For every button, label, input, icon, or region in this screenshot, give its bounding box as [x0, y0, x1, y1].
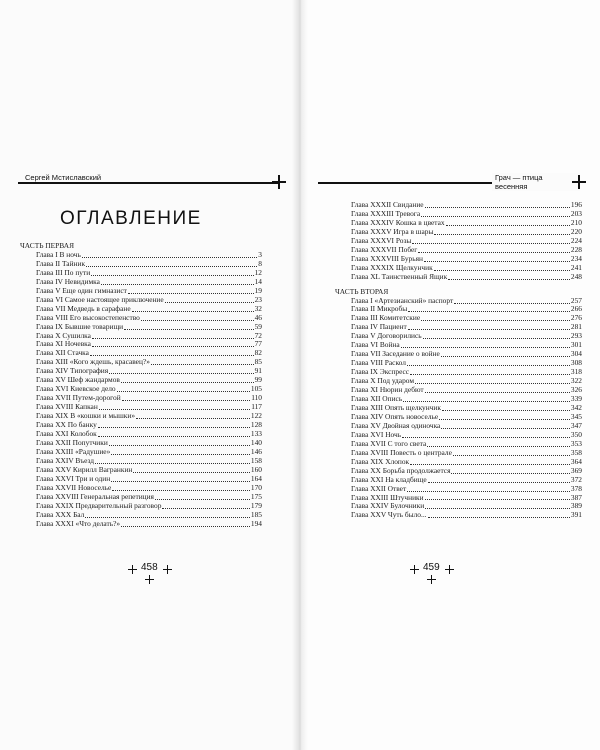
toc-entry-label: Глава IX Экспресс	[351, 367, 410, 377]
toc-entry-label: Глава XXIV Булочники	[351, 501, 425, 511]
toc-entry-label: Глава I В ночь	[36, 249, 81, 259]
dot-leader	[434, 264, 570, 271]
toc-entry-page: 372	[570, 474, 582, 484]
right-running-head-text: Грач — птица весенняя	[492, 173, 580, 191]
dot-leader	[98, 421, 250, 428]
dot-leader	[111, 448, 250, 455]
toc-entry-label: Глава XXVI Три и один	[36, 473, 111, 483]
toc-entry-page: 326	[570, 385, 582, 395]
toc-entry-label: Глава XVIII Капкан	[36, 402, 98, 412]
cross-ornament-icon	[145, 575, 154, 584]
section-title: ЧАСТЬ ПЕРВАЯ	[20, 241, 74, 250]
dot-leader	[421, 314, 570, 321]
toc-entry-label: Глава V Еще один гимназист	[36, 285, 127, 295]
toc-right-column	[335, 201, 582, 520]
dot-leader	[403, 395, 570, 402]
dot-leader	[428, 476, 570, 483]
dot-leader	[109, 367, 253, 374]
star-ornament-icon	[272, 175, 286, 189]
dot-leader	[111, 475, 250, 482]
toc-entry-label: Глава XXX Бал	[36, 509, 85, 519]
cross-ornament-icon	[163, 565, 172, 574]
dot-leader	[410, 368, 570, 375]
toc-entry-page: 164	[250, 473, 262, 483]
dot-leader	[133, 466, 250, 473]
toc-entry-page: 91	[254, 366, 262, 376]
dot-leader	[421, 210, 570, 217]
dot-leader	[86, 260, 257, 267]
toc-entry-page: 318	[570, 367, 582, 377]
section-title: ЧАСТЬ ВТОРАЯ	[335, 286, 389, 296]
toc-entry-page: 59	[254, 321, 262, 331]
dot-leader	[427, 440, 570, 447]
toc-entry-page: 220	[570, 226, 582, 236]
toc-entry-page: 234	[570, 253, 582, 263]
dot-leader	[92, 340, 254, 347]
dot-leader	[401, 341, 570, 348]
toc-entry-label: Глава XVII С того света	[351, 438, 427, 448]
toc-entry-page: 77	[254, 339, 262, 349]
dot-leader	[124, 323, 253, 330]
toc-entry-label: Глава II Тайник	[36, 258, 86, 268]
dot-leader	[441, 422, 570, 429]
dot-leader	[101, 278, 254, 285]
toc-entry-page: 19	[254, 285, 262, 295]
toc-entry-label: Глава XXV Кирилл Вагранкин	[36, 464, 133, 474]
dot-leader	[155, 493, 250, 500]
toc-entry-label: Глава XXXIX Щелкунчик	[351, 262, 433, 272]
toc-entry-label: Глава III Комитетские	[351, 313, 421, 323]
toc-entry-label: Глава IX Бывшие товарищи	[36, 321, 124, 331]
toc-entry-page: 210	[570, 217, 582, 227]
toc-entry-label: Глава XXI На кладбище	[351, 474, 427, 484]
toc-entry-page: 140	[250, 437, 262, 447]
toc-entry-page: 228	[570, 244, 582, 254]
toc-entry-page: 353	[570, 438, 582, 448]
toc-entry-label: Глава VIII Его высокостепенство	[36, 312, 140, 322]
toc-entry-page: 391	[570, 510, 582, 520]
toc-entry-page: 185	[250, 509, 262, 519]
toc-entry	[20, 520, 262, 529]
toc-entry-page: 369	[570, 465, 582, 475]
toc-entry-label: Глава XIII «Кого ждешь, красавец?»	[36, 357, 150, 367]
toc-entry-page: 301	[570, 340, 582, 350]
toc-entry-label: Глава XXXVIII Бурьян	[351, 253, 423, 263]
toc-entry-label: Глава XXV Чуть было...	[351, 510, 427, 520]
toc-entry-label: Глава XVI Киевское дело	[36, 384, 116, 394]
toc-entry-page: 110	[251, 393, 262, 403]
toc-entry-label: Глава XIX В «кошки и мышки»	[36, 411, 136, 421]
toc-entry-label: Глава IV Невидимка	[36, 276, 100, 286]
dot-leader	[128, 287, 254, 294]
toc-entry-label: Глава XXXIV Кошка в цветах	[351, 217, 445, 227]
dot-leader	[132, 305, 254, 312]
toc-entry-page: 32	[254, 303, 262, 313]
toc-entry-page: 105	[250, 384, 262, 394]
dot-leader	[442, 404, 570, 411]
toc-entry-label: Глава XXIV Въезд	[36, 455, 95, 465]
toc-entry-page: 14	[254, 276, 262, 286]
toc-entry-label: Глава XIV Типография	[36, 366, 109, 376]
dot-leader	[439, 413, 570, 420]
dot-leader	[425, 201, 570, 208]
toc-entry-page: 117	[251, 402, 262, 412]
toc-entry-page: 160	[250, 464, 262, 474]
toc-entry-page: 350	[570, 429, 582, 439]
left-running-head-text: Сергей Мстиславский	[22, 173, 104, 182]
toc-entry-label: Глава XIX Хлопок	[351, 456, 410, 466]
dot-leader	[434, 228, 569, 235]
toc-entry-page: 170	[250, 482, 262, 492]
dot-leader	[425, 493, 570, 500]
toc-entry-page: 85	[254, 357, 262, 367]
dot-leader	[425, 386, 570, 393]
toc-entry-label: Глава XXII Попутчики	[36, 437, 108, 447]
toc-entry-page: 8	[258, 258, 262, 268]
toc-entry-label: Глава XXIII «Радушие»	[36, 446, 111, 456]
dot-leader	[453, 449, 570, 456]
toc-entry-label: Глава X Сушилка	[36, 330, 91, 340]
dot-leader	[418, 246, 570, 253]
toc-entry-label: Глава XL Таинственный Ящик	[351, 271, 448, 281]
toc-entry-label: Глава XX По банку	[36, 420, 97, 430]
dot-leader	[91, 269, 253, 276]
dot-leader	[441, 350, 570, 357]
toc-entry-label: Глава XXVII Новоселье	[36, 482, 112, 492]
dot-leader	[151, 358, 254, 365]
toc-entry-label: Глава XXXIII Тревога	[351, 208, 421, 218]
dot-leader	[95, 457, 250, 464]
toc-entry-page: 179	[250, 500, 262, 510]
toc-entry-page: 203	[570, 208, 582, 218]
toc-entry-page: 281	[570, 322, 582, 332]
book-spine	[292, 0, 308, 750]
toc-entry-label: Глава XII Опись	[351, 394, 403, 404]
toc-entry-page: 322	[570, 376, 582, 386]
toc-entry-page: 133	[250, 429, 262, 439]
toc-entry-label: Глава VI Война	[351, 340, 400, 350]
dot-leader	[165, 296, 254, 303]
toc-entry-label: Глава XXIII Штучники	[351, 492, 424, 502]
toc-entry-page: 257	[570, 295, 582, 305]
toc-entry-label: Глава XXI Колобок	[36, 429, 97, 439]
dot-leader	[402, 431, 570, 438]
dot-leader	[90, 349, 254, 356]
toc-entry-label: Глава XXXI «Что делать?»	[36, 518, 121, 528]
toc-entry-label: Глава XIV Опять новоселье	[351, 411, 439, 421]
toc-entry-page: 364	[570, 456, 582, 466]
toc-entry-page: 339	[570, 394, 582, 404]
dot-leader	[407, 485, 570, 492]
toc-entry-page: 342	[570, 402, 582, 412]
dot-leader	[112, 484, 250, 491]
toc-entry-page: 241	[570, 262, 582, 272]
toc-entry-label: Глава XXII Ответ	[351, 483, 407, 493]
toc-entry-label: Глава I «Артезианский» паспорт	[351, 295, 454, 305]
dot-leader	[117, 385, 250, 392]
cross-ornament-icon	[427, 575, 436, 584]
toc-entry-label: Глава II Микробы	[351, 304, 408, 314]
toc-entry-label: Глава XXXII Свидание	[351, 200, 424, 209]
star-ornament-icon	[572, 175, 586, 189]
dot-leader	[136, 412, 250, 419]
dot-leader	[408, 323, 570, 330]
toc-entry-label: Глава XXXV Игра в шары	[351, 226, 434, 236]
toc-entry-label: Глава XII Стачка	[36, 348, 89, 358]
toc-entry-page: 158	[250, 455, 262, 465]
dot-leader	[85, 511, 250, 518]
toc-entry-label: Глава XXXVII Побег	[351, 244, 418, 254]
dot-leader	[121, 376, 254, 383]
cross-ornament-icon	[410, 565, 419, 574]
toc-entry-page: 378	[570, 483, 582, 493]
dot-leader	[109, 439, 250, 446]
toc-entry-label: Глава VI Самое настоящее приключение	[36, 294, 164, 304]
toc-entry-label: Глава XI Нюрин дебют	[351, 385, 424, 395]
toc-entry-label: Глава VII Медведь в сарафане	[36, 303, 131, 313]
toc-entry-label: Глава XV Шеф жандармов	[36, 375, 120, 385]
toc-entry-page: 248	[570, 271, 582, 281]
toc-entry-page: 46	[254, 312, 262, 322]
toc-entry-label: Глава XXIX Предварительный разговор	[36, 500, 162, 510]
toc-entry-page: 82	[254, 348, 262, 358]
toc-entry-page: 194	[250, 518, 262, 528]
toc-entry	[335, 511, 582, 520]
cross-ornament-icon	[445, 565, 454, 574]
page-number: 458	[141, 562, 158, 573]
toc-entry-page: 304	[570, 349, 582, 359]
dot-leader	[412, 237, 570, 244]
toc-entry-page: 72	[254, 330, 262, 340]
toc-entry-label: Глава XXXVI Розы	[351, 235, 412, 245]
toc-entry-label: Глава XXVIII Генеральная репетиция	[36, 491, 154, 501]
toc-entry-page: 293	[570, 331, 582, 341]
toc-entry-label: Глава IV Пациент	[351, 322, 407, 332]
toc-entry-page: 387	[570, 492, 582, 502]
toc-entry-page: 266	[570, 304, 582, 314]
toc-entry-page: 308	[570, 358, 582, 368]
dot-leader	[99, 403, 250, 410]
dot-leader	[424, 255, 570, 262]
toc-entry-page: 146	[250, 446, 262, 456]
cross-ornament-icon	[128, 565, 137, 574]
dot-leader	[415, 377, 570, 384]
toc-entry-page: 347	[570, 420, 582, 430]
right-running-head	[318, 172, 580, 191]
dot-leader	[408, 305, 570, 312]
dot-leader	[98, 430, 250, 437]
toc-entry-label: Глава XVIII Повесть о централе	[351, 447, 452, 457]
dot-leader	[448, 273, 570, 280]
toc-entry-page: 23	[254, 294, 262, 304]
dot-leader	[121, 520, 250, 527]
toc-entry-page: 122	[250, 411, 262, 421]
dot-leader	[425, 502, 570, 509]
dot-leader	[451, 467, 569, 474]
page-number: 459	[423, 562, 440, 573]
dot-leader	[82, 251, 257, 258]
toc-entry-label: Глава XI Ночевка	[36, 339, 91, 349]
toc-entry-page: 358	[570, 447, 582, 457]
toc-entry	[335, 273, 582, 282]
toc-entry-label: Глава V Договорились	[351, 331, 422, 341]
dot-leader	[407, 359, 570, 366]
toc-entry-label: Глава XVII Путем-дорогой	[36, 393, 121, 403]
toc-entry-page: 276	[570, 313, 582, 323]
toc-entry-label: Глава VII Заседание о войне	[351, 349, 440, 359]
dot-leader	[122, 394, 251, 401]
toc-entry-label: Глава XIII Опять щелкунчик	[351, 402, 441, 412]
dot-leader	[92, 332, 254, 339]
toc-entry-page: 196	[570, 200, 582, 209]
toc-entry-page: 175	[250, 491, 262, 501]
dot-leader	[446, 219, 570, 226]
toc-left-column	[20, 242, 262, 529]
dot-leader	[454, 297, 570, 304]
toc-entry-label: Глава XVI Ночь	[351, 429, 402, 439]
toc-entry-label: Глава XX Борьба продолжается	[351, 465, 451, 475]
toc-entry-page: 224	[570, 235, 582, 245]
toc-entry-page: 99	[254, 375, 262, 385]
header-rule	[18, 182, 280, 184]
dot-leader	[428, 511, 570, 518]
toc-entry-page: 3	[258, 249, 262, 259]
left-running-head	[18, 172, 280, 186]
toc-entry-label: Глава VIII Раскол	[351, 358, 406, 368]
toc-entry-label: Глава III По пути	[36, 267, 91, 277]
toc-entry-label: Глава XV Двойная одиночка	[351, 420, 441, 430]
dot-leader	[141, 314, 254, 321]
dot-leader	[423, 332, 570, 339]
toc-entry-label: Глава X Под ударом	[351, 376, 415, 386]
toc-entry-page: 389	[570, 501, 582, 511]
page-title: ОГЛАВЛЕНИЕ	[60, 208, 202, 229]
toc-entry-page: 128	[250, 420, 262, 430]
toc-entry-page: 12	[254, 267, 262, 277]
dot-leader	[162, 502, 250, 509]
dot-leader	[410, 458, 570, 465]
toc-entry-page: 345	[570, 411, 582, 421]
